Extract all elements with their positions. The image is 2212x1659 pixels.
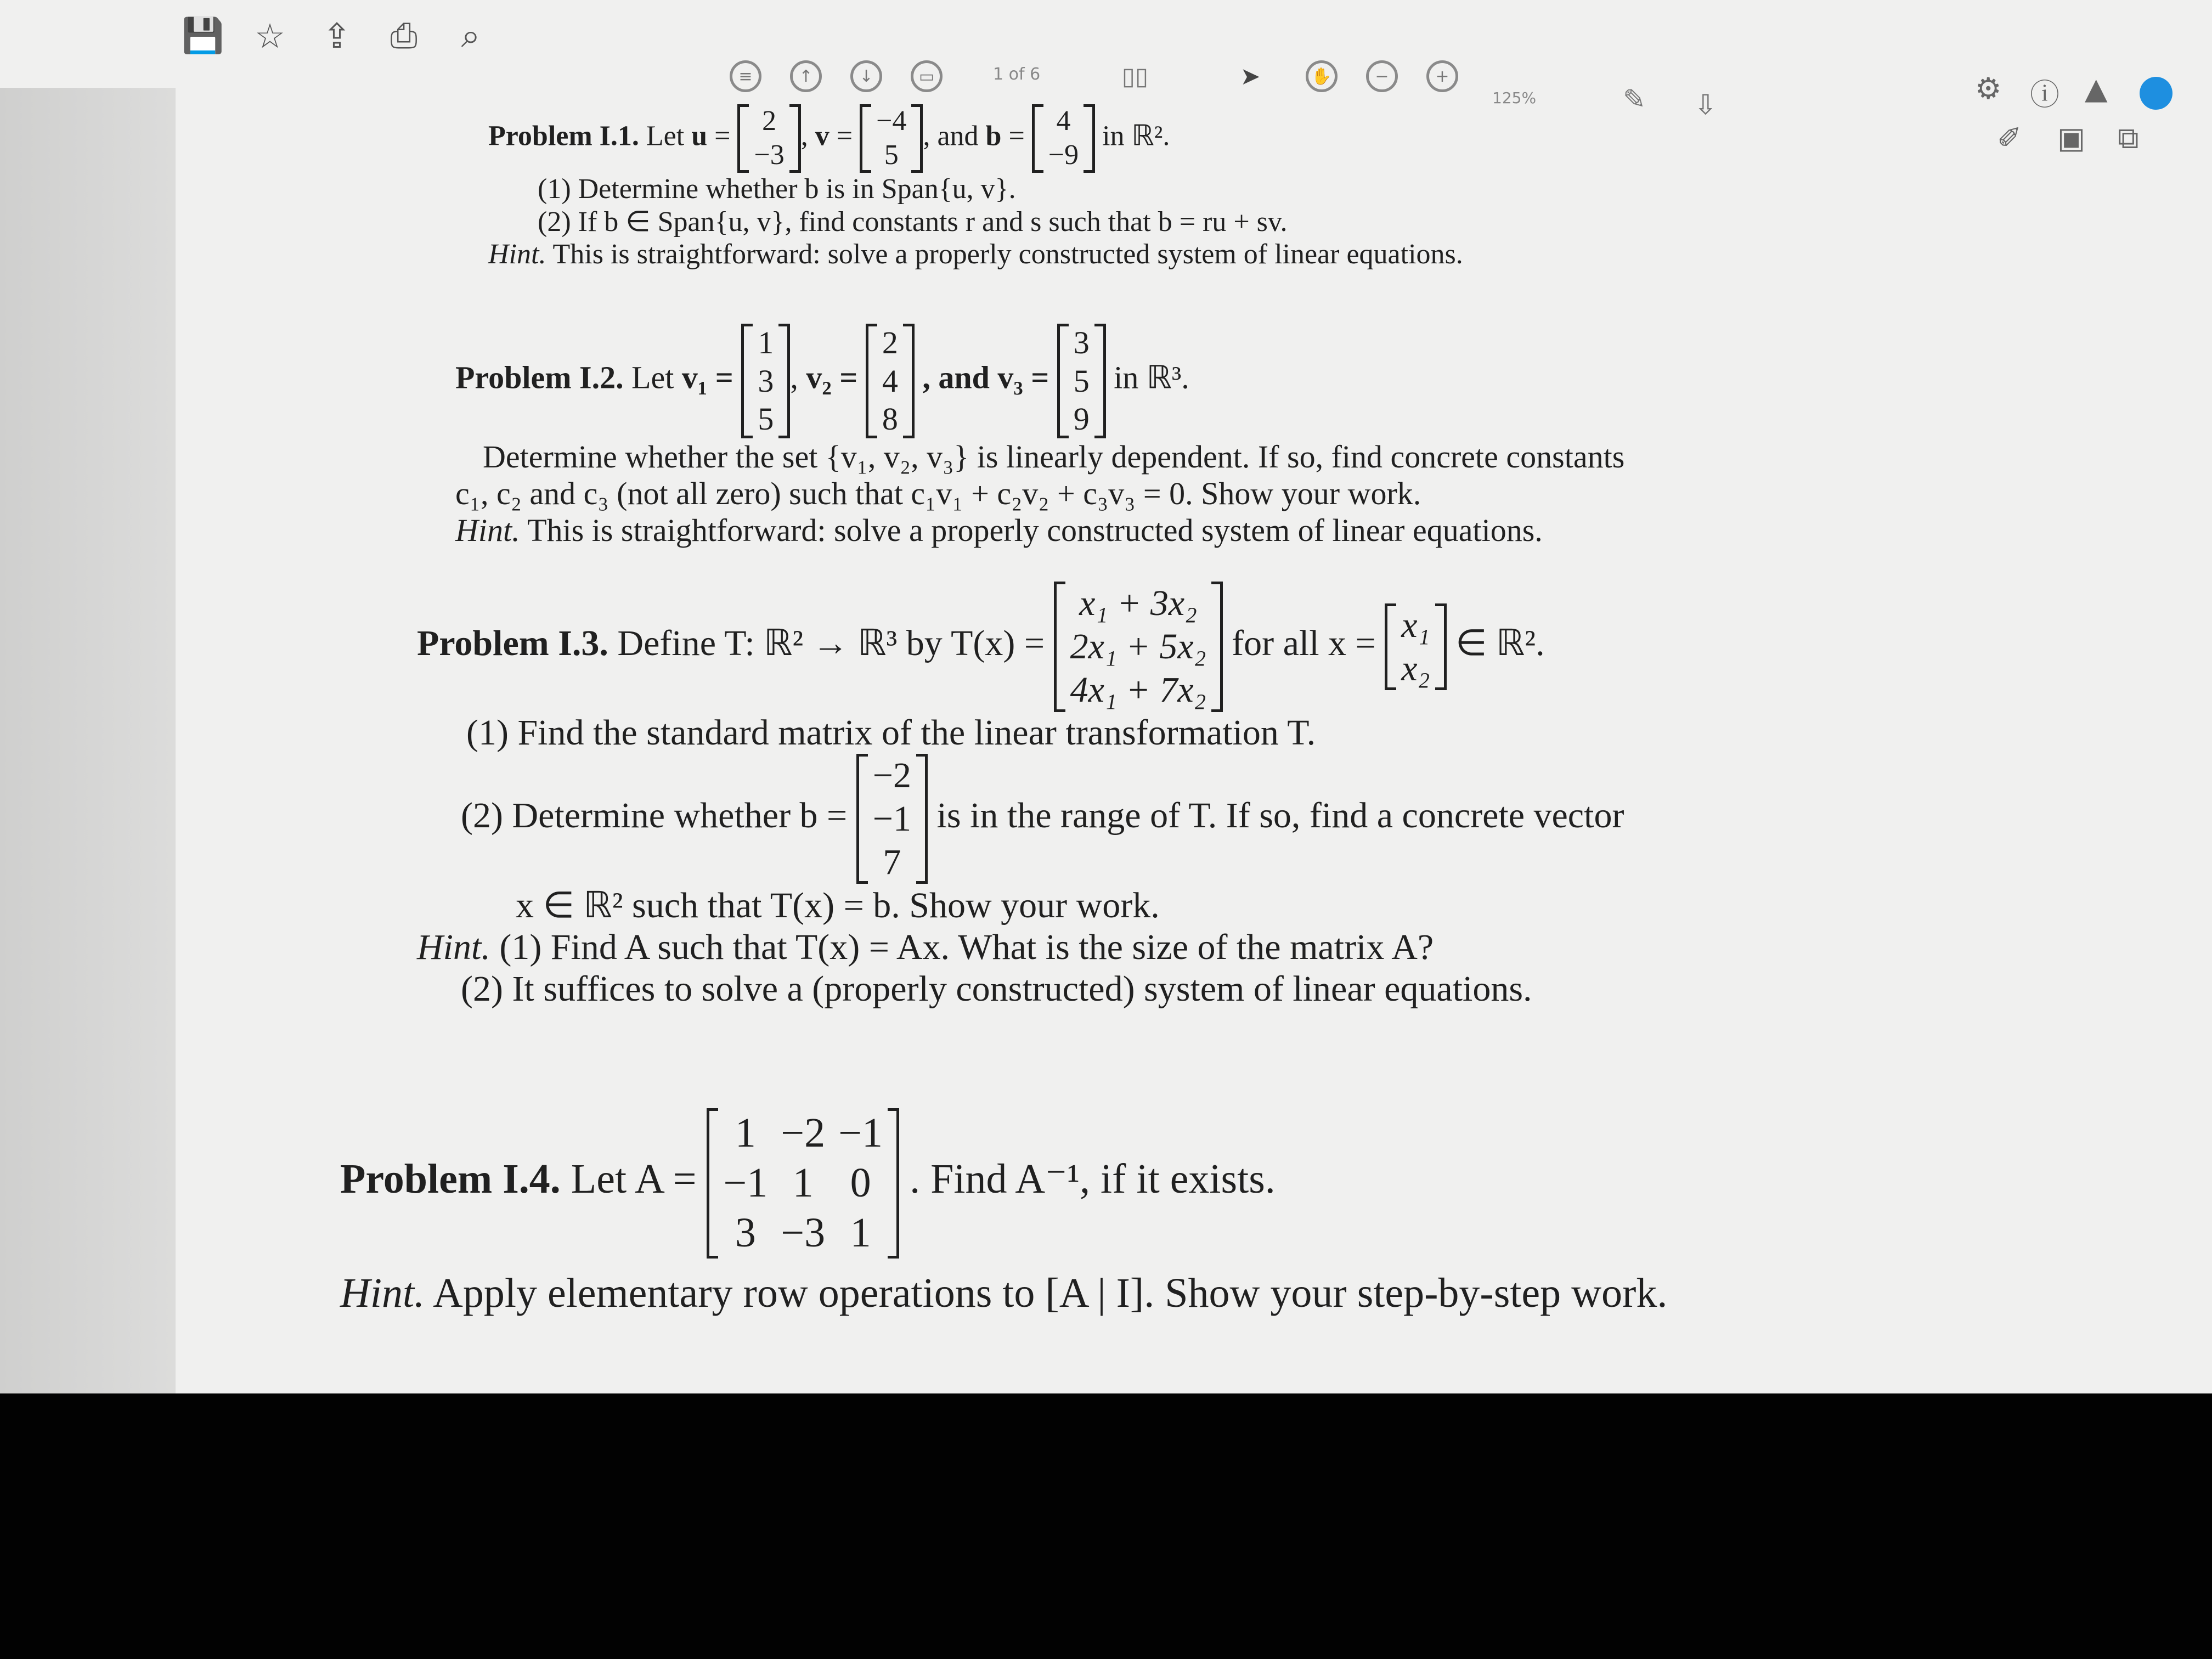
matrix-entry: 4 [1056, 105, 1071, 137]
matrix-entry: 1 [758, 325, 774, 360]
space-text: in ℝ² [1102, 120, 1163, 152]
vector-label: v₁ = [681, 359, 733, 396]
matrix-entry: 3 [1073, 325, 1090, 360]
info-icon[interactable]: ⓘ [2030, 77, 2059, 112]
hint-text: (2) It suffices to solve a (properly constructed) system of linear equations. [461, 969, 1532, 1009]
matrix-entry: 5 [1073, 363, 1090, 399]
matrix-entry: 8 [882, 401, 898, 437]
matrix-entry: 9 [1073, 401, 1090, 437]
problem-2: Problem I.2. Let v₁ = 1 3 5 , v₂ = 2 4 8 , and v₃ = 3 5 9 in ℝ³. Determine whether the set {v₁, v₂, v₃} is linearly dependent. If so, find concrete constants c₁, c₂ and c₃ (not all zero) such that c₁v₁ + c₂v₂ + c₃v₃ = 0. Show your work. Hint. This is straightforward: solve a properly constructed system of linear equations. [455, 325, 1625, 548]
matrix-entry: 1 [735, 1110, 756, 1156]
zoom-out-icon[interactable]: − [1366, 60, 1398, 92]
problem-lead: Let [646, 120, 685, 152]
page-count: 1 of 6 [993, 65, 1041, 84]
hand-tool-icon[interactable]: ✋ [1306, 60, 1338, 92]
fit-page-icon[interactable]: ▭ [911, 60, 943, 92]
matrix-entry: 5 [758, 401, 774, 437]
matrix-entry: 2 [762, 105, 777, 137]
pdf-page [307, 88, 2212, 1393]
copy-icon[interactable]: ⧉ [2118, 121, 2139, 155]
print-icon[interactable]: ⎙ [390, 15, 417, 55]
matrix-entry: 5 [884, 139, 899, 171]
problem-title: Problem I.2. [455, 359, 624, 396]
matrix-entry: 4 [882, 363, 898, 399]
problem-3 [417, 582, 1624, 1010]
problem-body: c₁, c₂ and c₃ (not all zero) such that c₁v₁ + c₂v₂ + c₃v₃ = 0. Show your work. [455, 475, 1421, 511]
hint-text: Apply elementary row operations to [A | I]. Show your step-by-step work. [432, 1269, 1668, 1316]
matrix-entry: 3 [758, 363, 774, 399]
vector-v [860, 104, 923, 173]
matrix-entry: 7 [883, 842, 901, 882]
question-2-line-2: x ∈ ℝ² such that T(x) = b. Show your work. [516, 885, 1160, 926]
vector-v1 [741, 324, 790, 438]
problem-4 [340, 1108, 1667, 1317]
cursor-icon[interactable]: ➤ [1240, 62, 1261, 91]
matrix-entry: x₁ + 3x₂ [1079, 583, 1198, 623]
download-icon[interactable]: ⇩ [1694, 89, 1717, 121]
problem-title: Problem I.3. [417, 623, 608, 663]
edit-icon[interactable]: ✐ [1997, 121, 2022, 155]
bell-icon[interactable]: ▲ [2085, 71, 2108, 106]
problem-1: Problem I.1. Let u = 2 −3 , v = −4 5 , and b = 4 −9 in ℝ². (1) Determine whether b is in Span{u, v}. (2) If b ∈ Span{u, v}, find constants r and s such that b = ru + sv. Hint. This is straightforward: solve a properly constructed system of linear equations. [488, 105, 1463, 270]
vector-b [856, 754, 928, 884]
image-icon[interactable]: ▣ [2057, 121, 2086, 155]
page-up-icon[interactable]: ↑ [790, 60, 822, 92]
window-left-edge [0, 88, 176, 1393]
matrix-entry: x₂ [1401, 648, 1430, 689]
matrix-entry: −2 [872, 755, 912, 795]
matrix-entry: −1 [872, 798, 912, 839]
hint-label: Hint. [455, 512, 520, 548]
matrix-entry: x₁ [1401, 605, 1430, 645]
hint-text: (1) Find A such that T(x) = Ax. What is the size of the matrix A? [499, 927, 1434, 968]
zoom-select[interactable]: 125% [1492, 89, 1537, 107]
save-icon[interactable]: 💾 [182, 15, 224, 55]
sign-icon[interactable]: ✎ [1623, 83, 1646, 115]
definition-text: Define T: ℝ² → ℝ³ by T(x) = [617, 623, 1045, 663]
matrix-entry: 1 [850, 1210, 871, 1256]
matrix-entry: −1 [723, 1160, 768, 1206]
matrix-entry: −3 [781, 1210, 826, 1256]
question-2-tail: is in the range of T. If so, find a concrete vector [936, 795, 1624, 836]
vector-label: b [985, 120, 1002, 152]
matrix-entry: −2 [781, 1110, 826, 1156]
connector-text: , and [923, 120, 979, 152]
matrix-entry: 4x₁ + 7x₂ [1070, 670, 1206, 710]
vector-label: u [691, 120, 708, 152]
problem-tail: . Find A⁻¹, if it exists. [910, 1156, 1276, 1203]
hint-label: Hint. [417, 927, 490, 968]
search-icon[interactable]: ⌕ [461, 15, 481, 55]
hint-text: This is straightforward: solve a properly constructed system of linear equations. [552, 238, 1463, 270]
question-1: (1) Determine whether b is in Span{u, v}. [538, 173, 1016, 205]
problem-lead: Let A = [571, 1156, 697, 1203]
transformation-output [1054, 582, 1223, 712]
zoom-in-icon[interactable]: + [1426, 60, 1458, 92]
share-icon[interactable]: ⇪ [323, 15, 351, 56]
space-text: in ℝ³. [1114, 359, 1189, 396]
matrix-entry: 2x₁ + 5x₂ [1070, 627, 1206, 667]
vector-b [1032, 104, 1095, 173]
vector-x [1385, 603, 1446, 690]
tools-icon[interactable]: ⚙ [1975, 71, 2002, 106]
problem-body: Determine whether the set {v₁, v₂, v₃} is linearly dependent. If so, find concrete constants [483, 438, 1625, 475]
problem-title: Problem I.1. [488, 120, 639, 152]
question-2: (2) Determine whether b = [461, 795, 848, 836]
matrix-entry: 3 [735, 1210, 756, 1256]
hint-text: This is straightforward: solve a properly constructed system of linear equations. [527, 512, 1543, 548]
vector-label: v₂ = [806, 359, 858, 396]
question-2: (2) If b ∈ Span{u, v}, find constants r and s such that b = ru + sv. [538, 206, 1288, 238]
monitor-bezel [0, 1393, 2212, 1659]
matrix-entry: 0 [850, 1160, 871, 1206]
matrix-entry: −4 [876, 105, 907, 137]
vector-label: v [815, 120, 830, 152]
matrix-entry: −3 [754, 139, 785, 171]
vector-label: , and v₃ = [922, 359, 1049, 396]
matrix-entry: −9 [1048, 139, 1079, 171]
forall-text: for all x = [1232, 623, 1376, 663]
hint-label: Hint. [340, 1269, 425, 1316]
page-down-icon[interactable]: ↓ [850, 60, 882, 92]
space-text: ∈ ℝ². [1455, 623, 1545, 663]
matrix-A [707, 1108, 899, 1259]
matrix-entry: −1 [838, 1110, 883, 1156]
vector-u [737, 104, 800, 173]
sidebar-toggle-icon[interactable]: ≡ [730, 60, 761, 92]
problem-title: Problem I.4. [340, 1156, 561, 1203]
vector-v3 [1057, 324, 1106, 438]
star-icon[interactable]: ☆ [255, 15, 285, 56]
matrix-entry: 1 [792, 1160, 814, 1206]
question-1: (1) Find the standard matrix of the linear transformation T. [466, 712, 1316, 753]
matrix-entry: 2 [882, 325, 898, 360]
vector-v2 [866, 324, 915, 438]
two-page-icon[interactable]: ▯▯ [1121, 62, 1149, 91]
problem-lead: Let [631, 359, 674, 396]
hint-label: Hint. [488, 238, 546, 270]
